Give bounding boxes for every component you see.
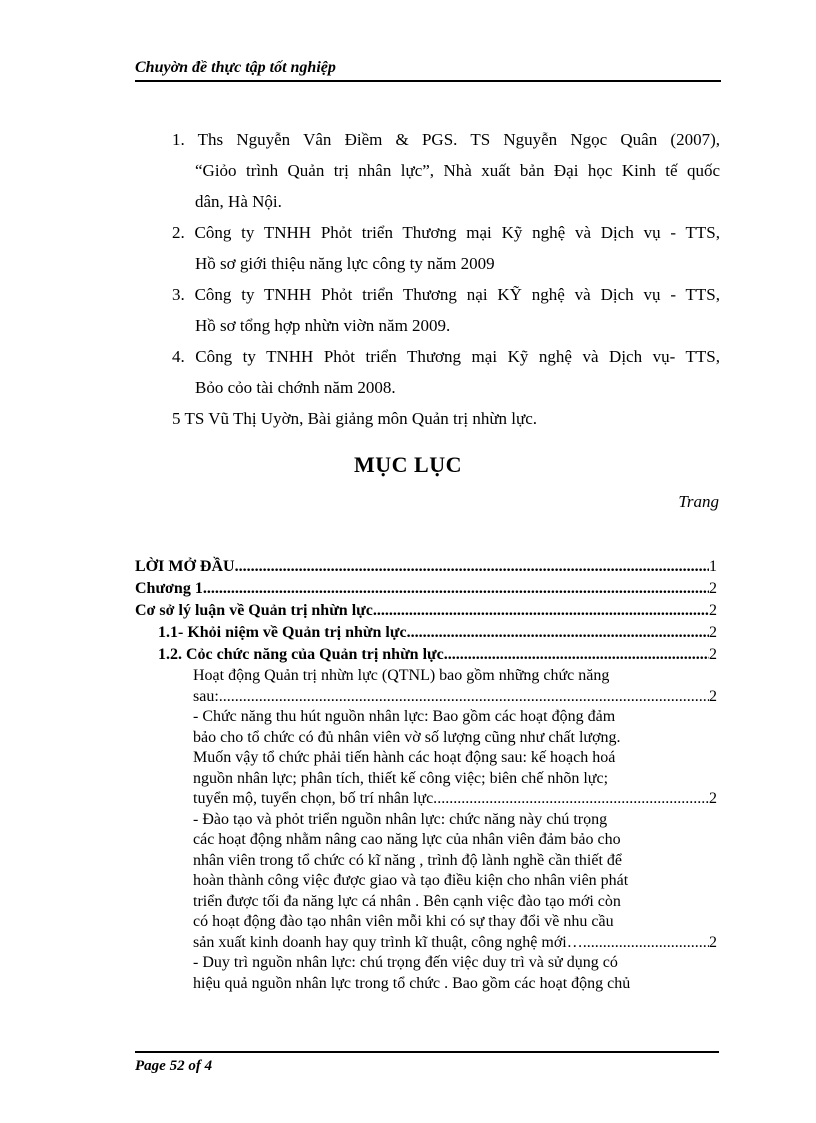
toc-entry-label: Cơ sở lý luận về Quản trị nhừn lực — [135, 602, 373, 619]
toc-body-paragraph — [135, 707, 717, 810]
toc-entry-page: 2 — [709, 646, 717, 663]
toc-leader-dots — [437, 789, 709, 810]
toc-body-line: các hoạt động nhằm nâng cao năng lực của nhân viên đảm bảo cho — [193, 831, 621, 848]
toc-body-line: hoàn thành công việc được giao và tạo điều kiện cho nhân viên phát — [193, 872, 629, 889]
toc-body-line: Muốn vậy tổ chức phải tiến hành các hoạt động sau: kế hoạch hoá — [193, 749, 616, 766]
toc-body-line: nguồn nhân lực; phân tích, thiết kế công việc; biên chế nhõn lực; — [193, 769, 609, 787]
reference-line: “Giỏo trình Quản trị nhân lực”, Nhà xuất bản Đại học Kinh tế quốc — [195, 161, 720, 180]
toc-leader-dots — [444, 644, 709, 666]
toc-body-line: tuyển mộ, tuyển chọn, bố trí nhân lực. — [193, 790, 438, 807]
toc-entry[interactable] — [135, 600, 717, 622]
toc-body-line: triển được tối đa năng lực cá nhân . Bên cạnh việc đào tạo mới còn — [193, 892, 621, 910]
reference-line: dân, Hà Nội. — [195, 192, 282, 211]
reference-item — [172, 124, 720, 217]
references-list — [172, 124, 720, 434]
toc-entry[interactable] — [135, 578, 717, 600]
page-header — [135, 56, 721, 82]
toc-title: MỤC LỤC — [354, 452, 462, 477]
toc-body-line: - Đào tạo và phỏt triển nguồn nhân lực: chức năng này chú trọng — [193, 810, 608, 828]
reference-item — [172, 217, 720, 279]
toc-body-last-line — [193, 933, 717, 954]
toc-entry-label: Chương 1 — [135, 580, 203, 597]
toc-body-paragraph — [135, 810, 717, 954]
header-title: Chuyờn đề thực tập tốt nghiệp — [135, 59, 336, 76]
toc-leader-dots — [203, 578, 709, 600]
toc-body-paragraph — [135, 953, 717, 994]
toc-body-last-line — [193, 789, 717, 810]
page-number: Page 52 of 4 — [135, 1058, 213, 1074]
toc-body-line: - Chức năng thu hút nguồn nhân lực: Bao gồm các hoạt động đảm — [193, 708, 616, 725]
page-footer — [135, 1051, 719, 1074]
toc-body-paragraph — [135, 666, 717, 707]
toc-body-line: Hoạt động Quản trị nhừn lực (QTNL) bao gồm những chức năng — [193, 667, 610, 684]
reference-line: Hồ sơ giới thiệu năng lực công ty năm 2009 — [195, 254, 495, 273]
toc-body-line: có hoạt động đào tạo nhân viên mỗi khi có sự thay đổi về nhu cầu — [193, 913, 614, 930]
toc-entry-label: 1.2. Cỏc chức năng của Quản trị nhừn lực — [158, 646, 444, 663]
reference-line: Hồ sơ tổng hợp nhừn viờn năm 2009. — [195, 316, 451, 335]
toc-body-line: nhân viên trong tổ chức có kĩ năng , trình độ lành nghề cần thiết để — [193, 851, 622, 869]
toc-leader-dots — [407, 622, 709, 644]
toc-entry-page: 2 — [709, 624, 717, 641]
reference-line: 1. Ths Nguyễn Vân Điềm & PGS. TS Nguyễn Ngọc Quân (2007), — [172, 130, 720, 149]
toc-leader-dots — [235, 556, 709, 578]
toc-leader-dots — [583, 933, 709, 954]
toc-entry-label: 1.1- Khỏi niệm về Quản trị nhừn lực — [158, 624, 407, 641]
reference-item — [172, 341, 720, 403]
toc-entry-page: 2 — [709, 580, 717, 597]
reference-line: Bỏo cỏo tài chớnh năm 2008. — [195, 378, 396, 397]
toc-entry-page: 2 — [709, 602, 717, 619]
reference-item — [172, 403, 720, 434]
toc-entry-page: 1 — [709, 558, 717, 575]
toc-body-line: sau: — [193, 687, 219, 705]
toc-page-column-label: Trang — [678, 492, 719, 511]
reference-item — [172, 279, 720, 341]
toc-leader-dots — [373, 600, 709, 622]
toc-body-line: bảo cho tổ chức có đủ nhân viên vờ số lượng cũng như chất lượng. — [193, 728, 621, 746]
toc-body-line: hiệu quả nguồn nhân lực trong tổ chức . Bao gồm các hoạt động chủ — [193, 974, 631, 992]
toc-entry-page: 2 — [709, 790, 717, 807]
toc-entry-label: LỜI MỞ ĐẦU — [135, 558, 235, 575]
toc-body-line: - Duy trì nguồn nhân lực: chú trọng đến việc duy trì và sử dụng có — [193, 954, 618, 971]
toc-body-last-line — [193, 687, 717, 708]
toc-leader-dots — [219, 687, 709, 708]
reference-line: 2. Công ty TNHH Phỏt triển Thương mại Kỹ nghệ và Dịch vụ - TTS, — [172, 223, 720, 242]
toc-entry-page: 2 — [709, 933, 717, 951]
reference-line: 3. Công ty TNHH Phỏt triển Thương nại KỸ nghệ và Dịch vụ - TTS, — [172, 285, 720, 304]
toc-entry[interactable] — [135, 622, 717, 644]
table-of-contents — [135, 556, 717, 994]
toc-entry[interactable] — [135, 644, 717, 666]
toc-body-line: sản xuất kinh doanh hay quy trình kĩ thuật, công nghệ mới… — [193, 933, 583, 951]
reference-line: 5 TS Vũ Thị Uyờn, Bài giảng môn Quản trị nhừn lực. — [172, 409, 538, 428]
toc-entry-page: 2 — [709, 687, 717, 705]
toc-entry[interactable] — [135, 556, 717, 578]
reference-line: 4. Công ty TNHH Phỏt triển Thương mại Kỹ nghệ và Dịch vụ- TTS, — [172, 347, 720, 366]
